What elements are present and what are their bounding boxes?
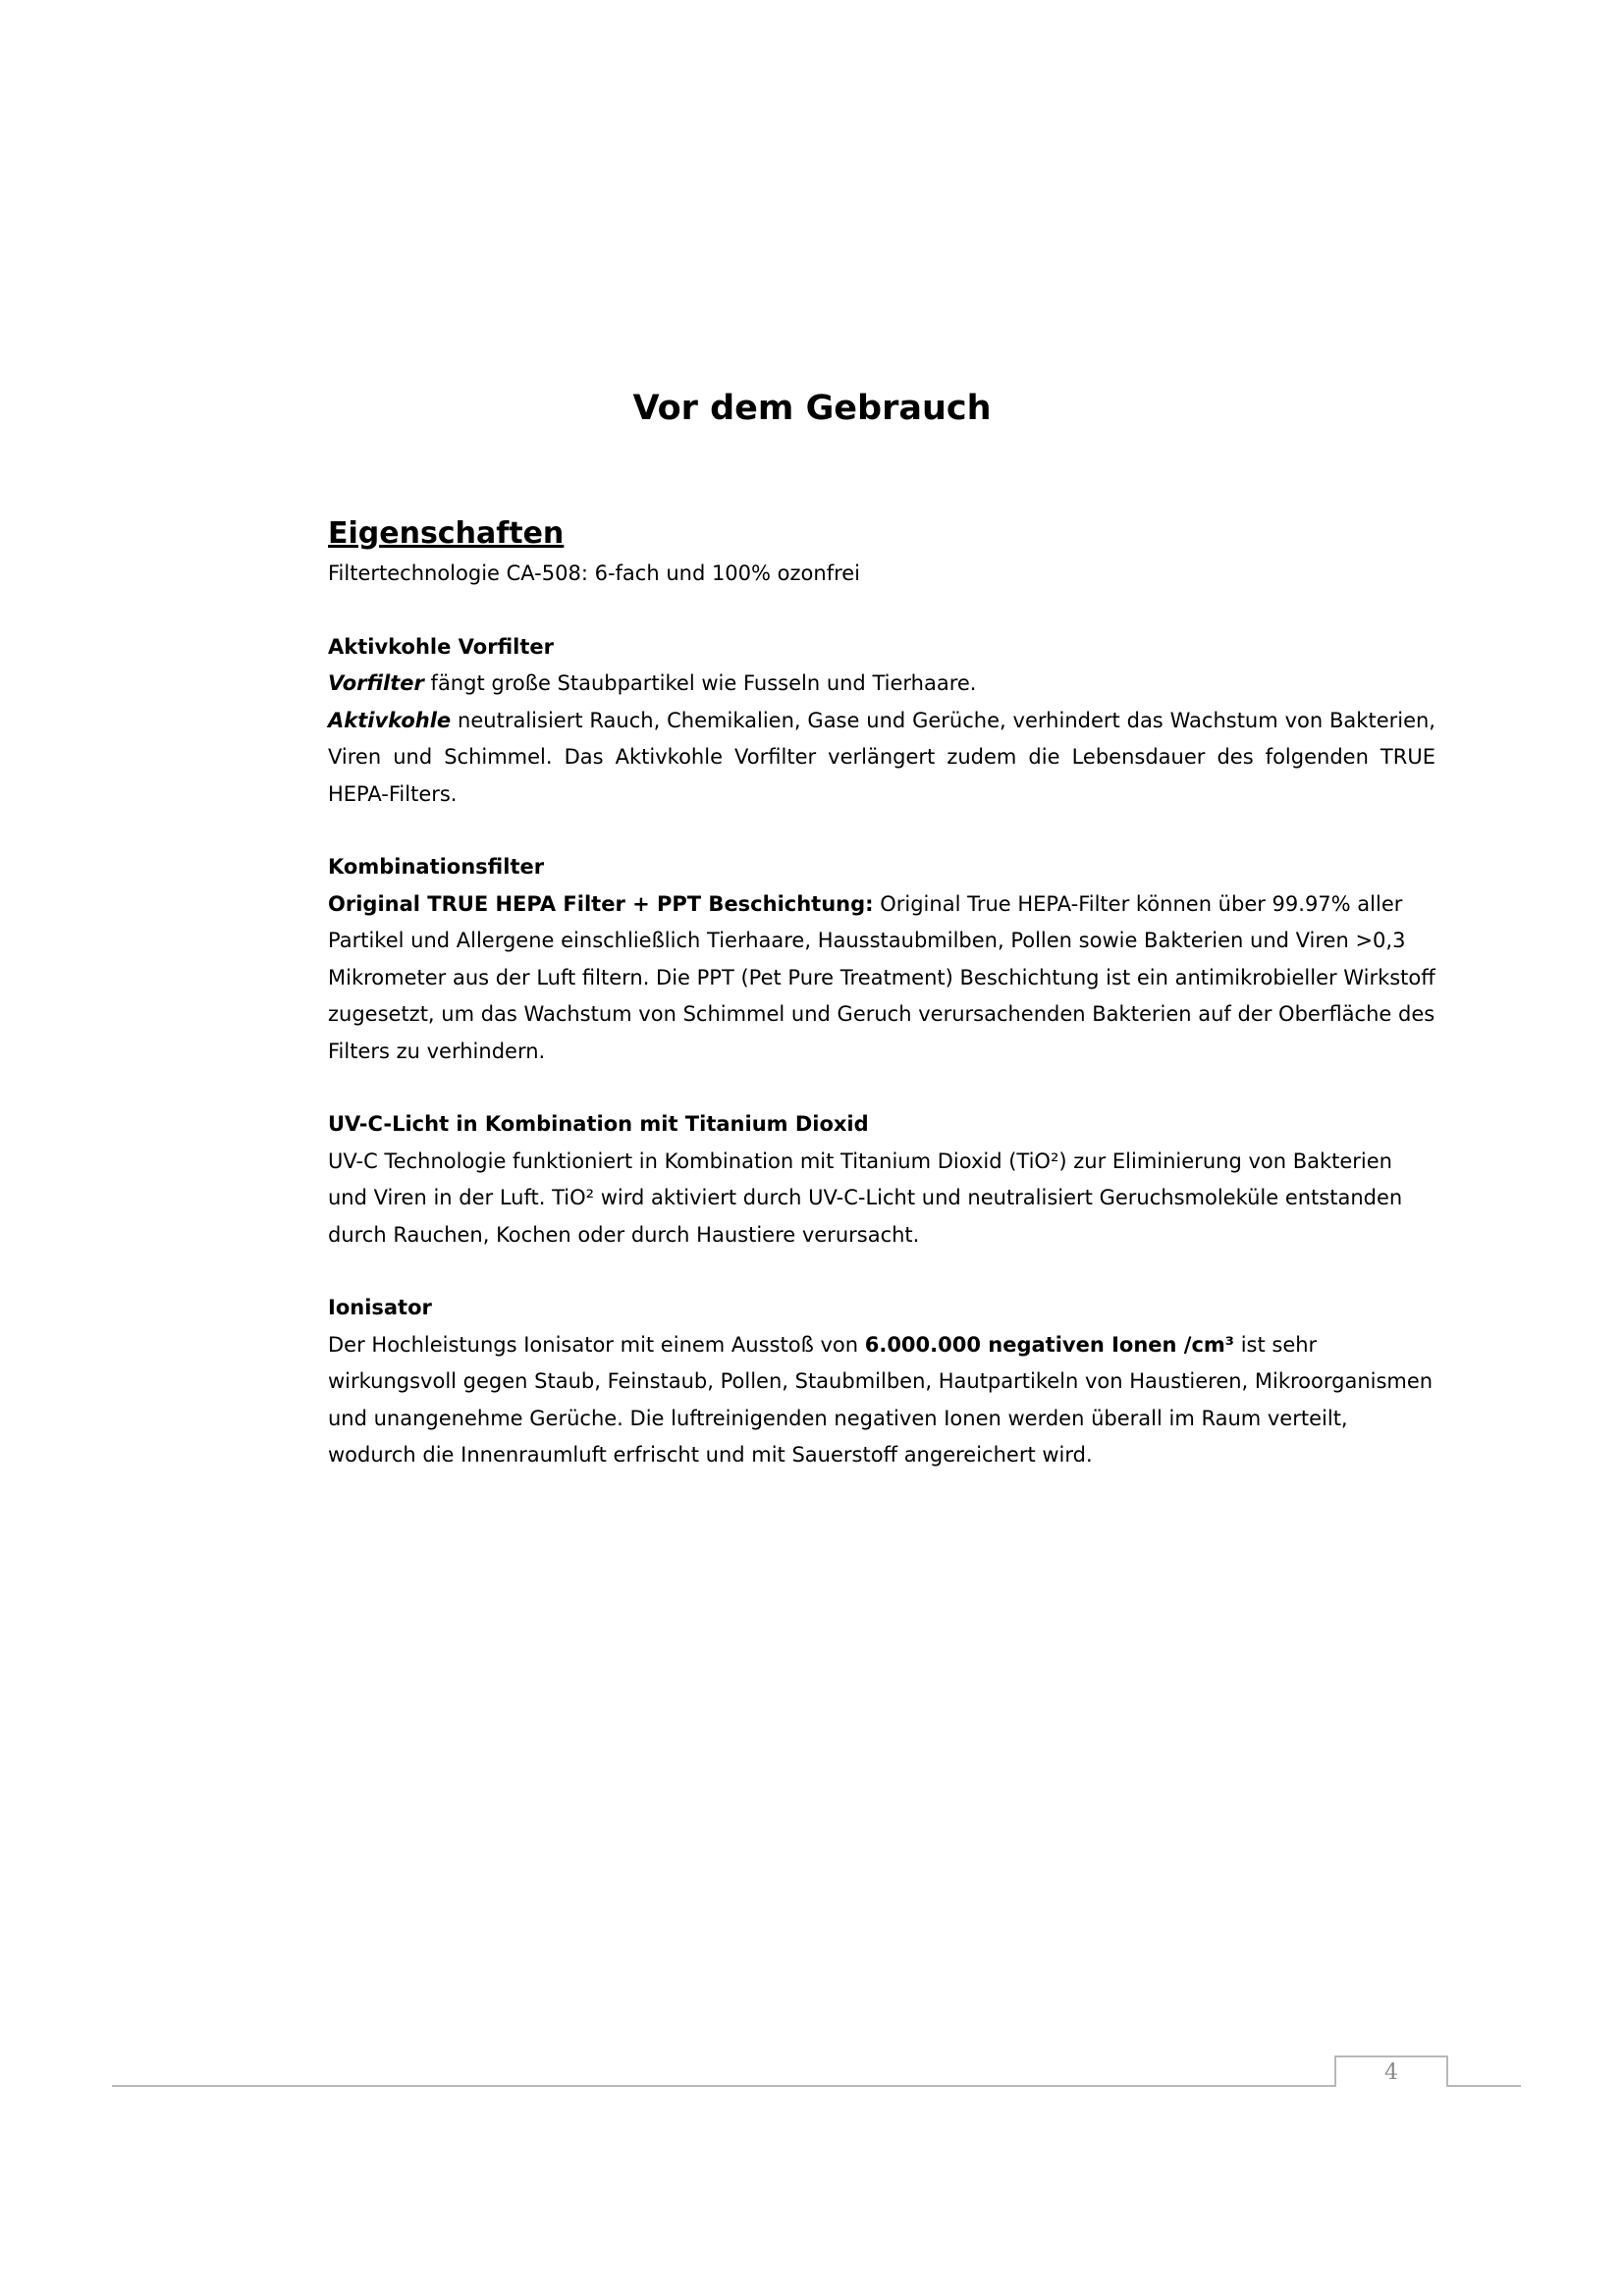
block-paragraph <box>328 886 1435 1071</box>
block-heading: Aktivkohle Vorfilter <box>328 634 554 659</box>
paragraph-text: neutralisiert Rauch, Chemikalien, Gase und Gerüche, verhindert das Wachstum von Bakterien, Viren und Schimmel. Das Aktivkohle Vorfilter verlängert zudem die Lebensdauer des folgenden TRUE HEPA-Filters. <box>328 708 1435 806</box>
block-paragraph <box>328 666 1435 703</box>
page-content <box>328 512 1435 1511</box>
section-heading: Eigenschaften <box>328 516 565 551</box>
page-title: Vor dem Gebrauch <box>632 389 992 428</box>
block-heading: UV-C-Licht in Kombination mit Titanium Dioxid <box>328 1112 869 1136</box>
term-aktivkohle: Aktivkohle <box>328 708 452 732</box>
block-uvc <box>328 1106 1435 1254</box>
term-ionen: 6.000.000 negativen Ionen /cm³ <box>864 1332 1235 1357</box>
term-vorfilter: Vorfilter <box>328 671 424 695</box>
block-paragraph: UV-C Technologie funktioniert in Kombination mit Titanium Dioxid (TiO²) zur Eliminierung von Bakterien und Viren in der Luft. TiO² wird aktiviert durch UV-C-Licht und neutralisiert Geruchsmoleküle entstanden durch Rauchen, Kochen oder durch Haustiere verursacht. <box>328 1148 1403 1247</box>
section-intro: Filtertechnologie CA-508: 6-fach und 100% ozonfrei <box>328 561 861 585</box>
block-ionisator <box>328 1290 1435 1474</box>
block-aktivkohle <box>328 629 1435 814</box>
block-heading: Ionisator <box>328 1296 432 1319</box>
block-kombinationsfilter <box>328 849 1435 1070</box>
block-paragraph <box>328 703 1435 814</box>
block-paragraph <box>328 1327 1435 1474</box>
footer-divider <box>112 2085 1521 2087</box>
paragraph-text: Original True HEPA-Filter können über 99.97% aller Partikel und Allergene einschließlich Tierhaare, Hausstaubmilben, Pollen sowie Bakterien und Viren >0,3 Mikrometer aus der Luft filtern. Die PPT (Pet Pure Treatment) Beschichtung ist ein antimikrobieller Wirkstoff zugesetzt, um das Wachstum von Schimmel und Geruch verursachenden Bakterien auf der Oberfläche des Filters zu verhindern. <box>328 891 1435 1063</box>
page-number: 4 <box>1334 2056 1448 2087</box>
paragraph-text: ist sehr wirkungsvoll gegen Staub, Feinstaub, Pollen, Staubmilben, Hautpartikeln von Haustieren, Mikroorganismen und unangenehme Gerüche. Die luftreinigenden negativen Ionen werden überall im Raum verteilt, wodurch die Innenraumluft erfrischt und mit Sauerstoff angereichert wird. <box>328 1332 1434 1467</box>
paragraph-text: Der Hochleistungs Ionisator mit einem Ausstoß von <box>328 1332 865 1357</box>
paragraph-text: fängt große Staubpartikel wie Fusseln und Tierhaare. <box>423 671 977 695</box>
term-hepa: Original TRUE HEPA Filter + PPT Beschichtung: <box>328 891 874 916</box>
block-heading: Kombinationsfilter <box>328 855 545 879</box>
